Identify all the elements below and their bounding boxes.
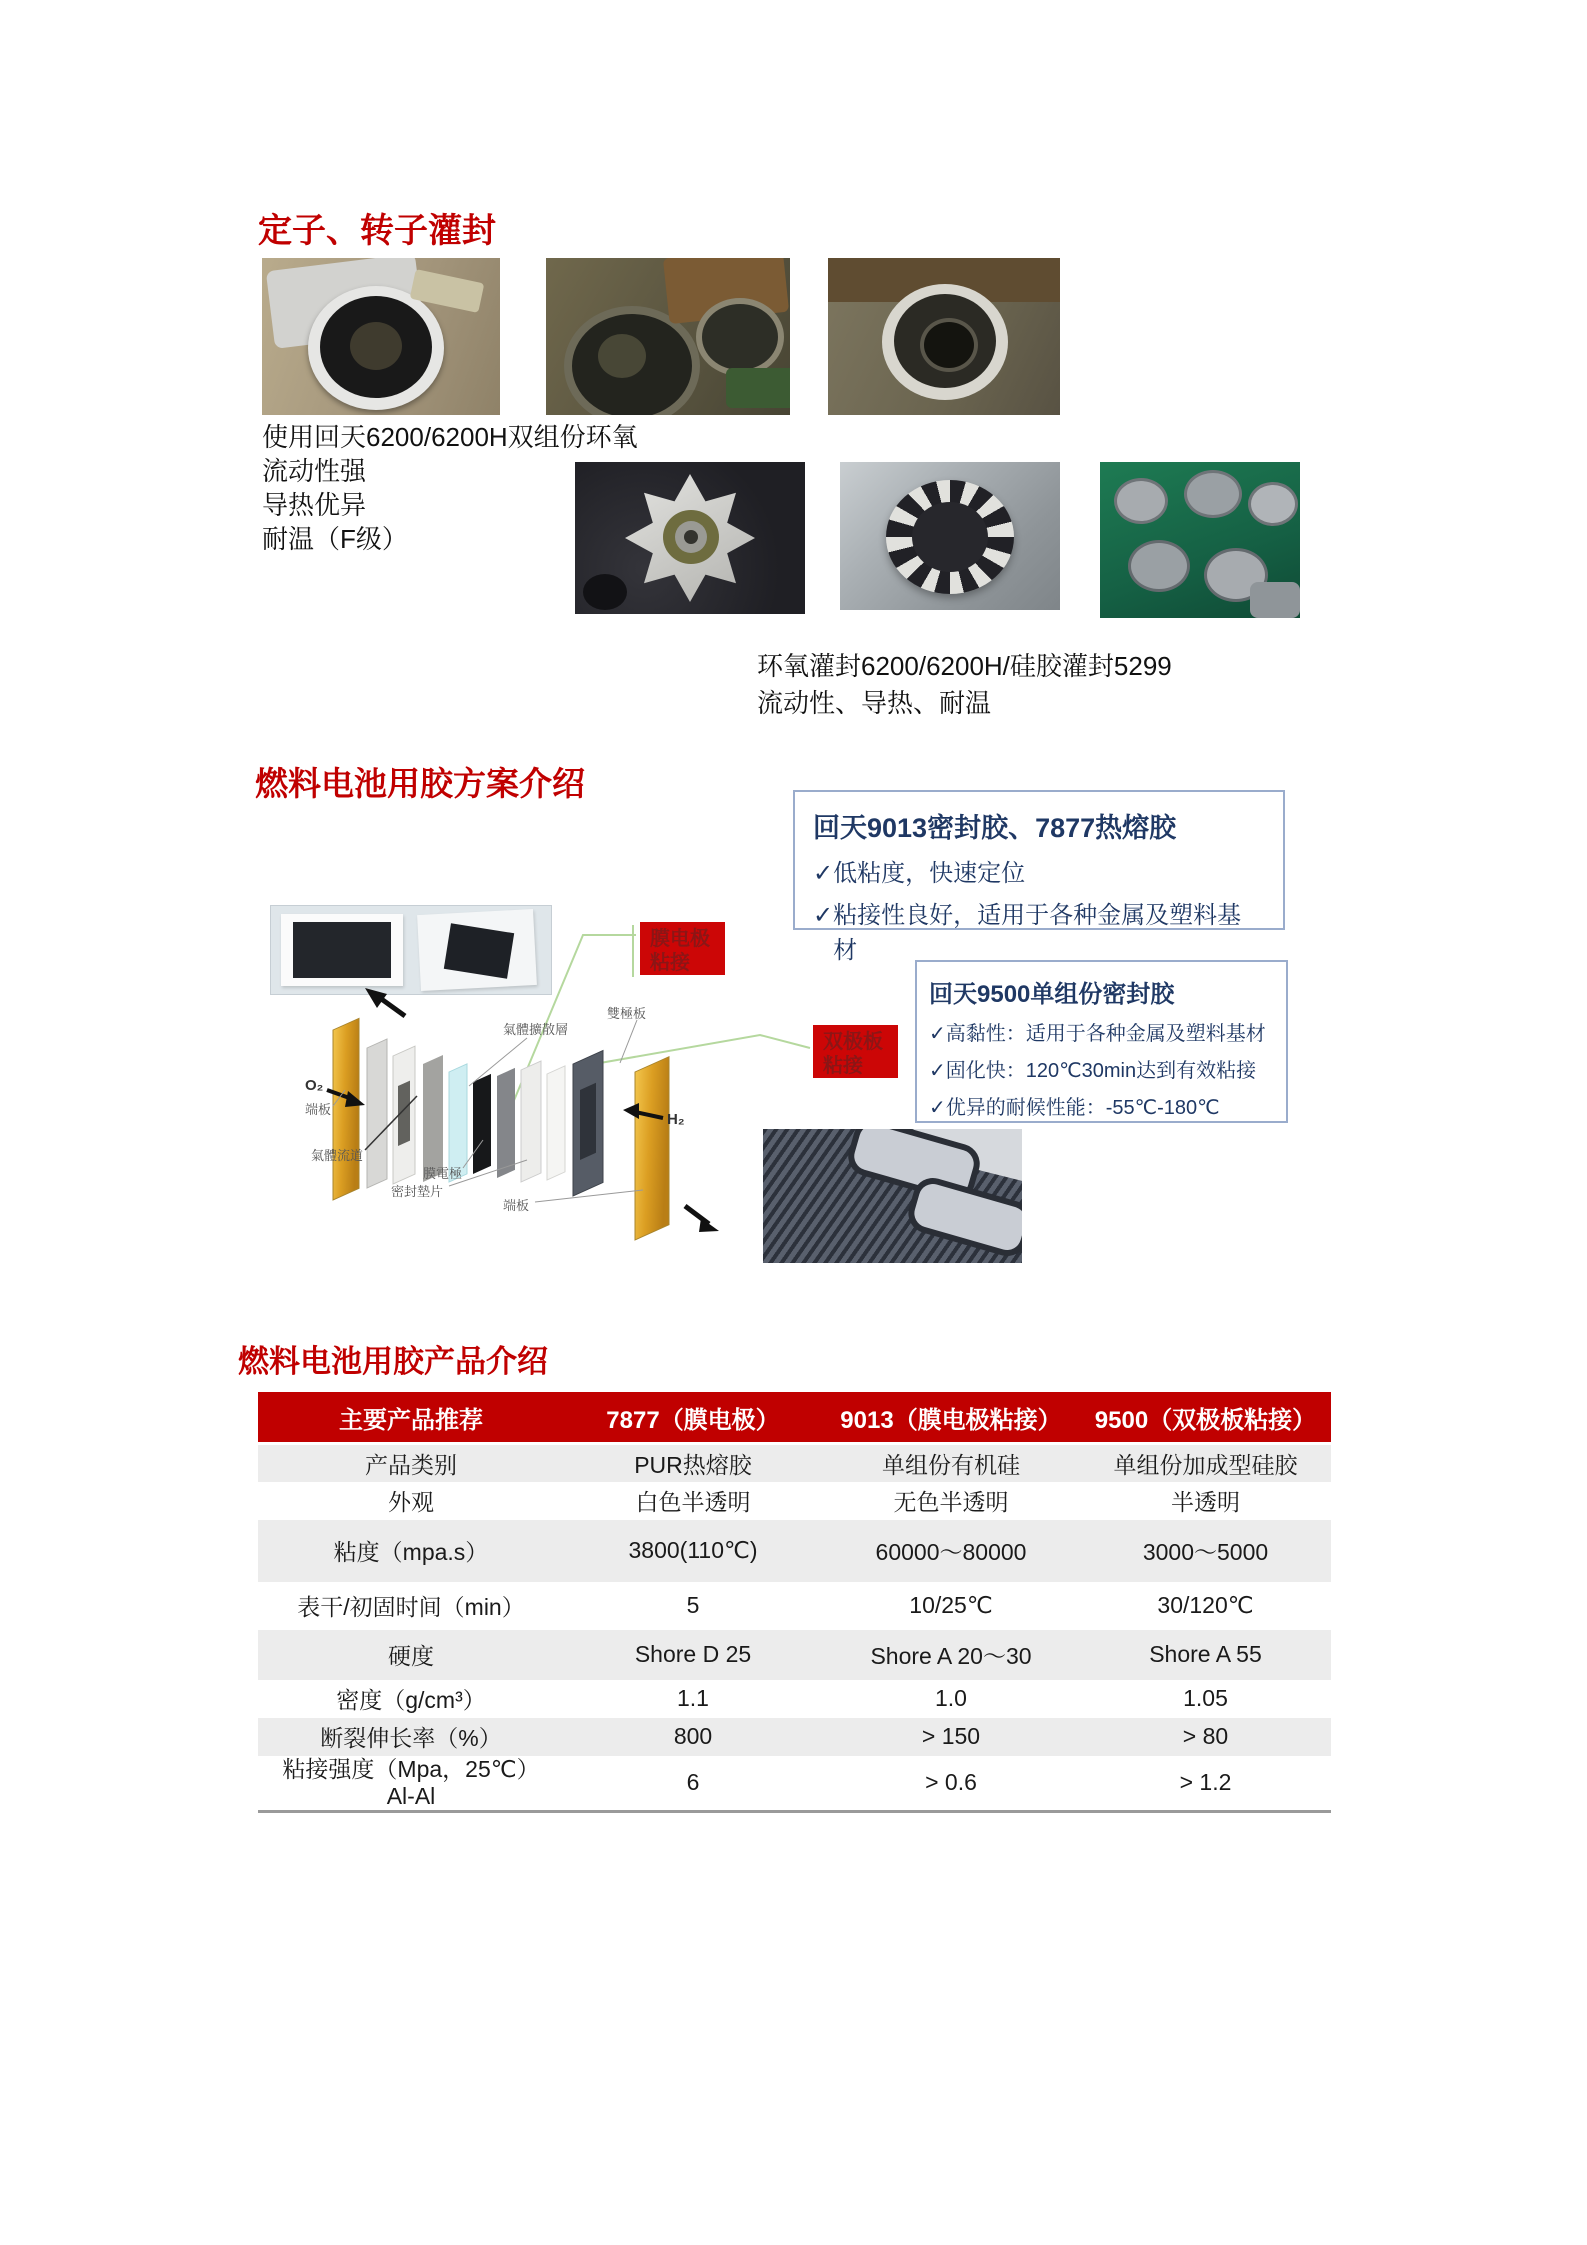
table-row: 断裂伸长率（%） 800 > 150 > 80 <box>258 1718 1331 1756</box>
table-row: 产品类别 PUR热熔胶 单组份有机硅 单组份加成型硅胶 <box>258 1444 1331 1482</box>
box1-bullet: 低粘度，快速定位 <box>833 860 1026 887</box>
desc-line: 耐温（F级） <box>262 524 408 554</box>
photo-housings-batch-6 <box>1100 462 1300 618</box>
check-icon: ✓ <box>813 860 834 887</box>
desc-line: 导热优异 <box>262 490 367 520</box>
photo-motor-housing-3 <box>828 258 1060 415</box>
table-row: 粘度（mpa.s） 3800(110℃) 60000～80000 3000～5000 <box>258 1520 1331 1582</box>
section1-title: 定子、转子灌封 <box>258 212 496 250</box>
section1-caption <box>757 648 1172 722</box>
desc-line: 流动性强 <box>262 456 367 486</box>
fuel-cell-exploded-diagram <box>215 968 785 1298</box>
label-end-plate-left: 端板 <box>305 1102 332 1117</box>
table-row: 密度（g/cm³） 1.1 1.0 1.05 <box>336 1685 1228 1713</box>
box1-bullet: 粘接性良好，适用于各种金属及塑料基材 <box>833 902 1242 964</box>
adhesive-box-9013-7877 <box>793 790 1285 964</box>
check-icon: ✓ <box>929 1023 946 1045</box>
desc-line: 使用回天6200/6200H双组份环氧 <box>262 422 638 452</box>
table-row: 表干/初固时间（min） 5 10/25℃ 30/120℃ <box>297 1592 1254 1620</box>
header-cell: 7877（膜电极） <box>564 1392 822 1444</box>
header-cell: 主要产品推荐 <box>258 1392 564 1444</box>
table-row: 硬度 Shore D 25 Shore A 20～30 Shore A 55 <box>258 1630 1331 1680</box>
table-row: 外观 白色半透明 无色半透明 半透明 <box>388 1489 1240 1515</box>
photo-stator-ring-5 <box>840 462 1060 610</box>
box2-bullet: 优异的耐候性能：-55℃-180℃ <box>945 1097 1220 1119</box>
callout-bipolar-plate-bonding: 双极板 粘接 <box>813 1025 898 1078</box>
caption-line: 环氧灌封6200/6200H/硅胶灌封5299 <box>757 651 1172 681</box>
box2-title: 回天9500单组份密封胶 <box>929 981 1175 1008</box>
section3-title: 燃料电池用胶产品介绍 <box>238 1344 548 1379</box>
callout-membrane-electrode-bonding: 膜电极 粘接 <box>640 922 725 975</box>
label-o2: O₂ <box>305 1077 324 1094</box>
table-row: 粘接强度（Mpa，25℃） Al-Al 6 > 0.6 > 1.2 <box>282 1755 1232 1809</box>
product-spec-table <box>258 1392 1331 1813</box>
photo-stator-housing-1 <box>262 258 500 415</box>
photo-rotor-star-4 <box>575 462 805 614</box>
adhesive-box-9500 <box>915 960 1288 1123</box>
label-membrane-electrode: 膜電極 <box>423 1166 463 1181</box>
label-h2: H₂ <box>667 1111 685 1128</box>
table-header-row <box>258 1392 1331 1444</box>
section2-title: 燃料电池用胶方案介绍 <box>255 765 585 802</box>
photo-bipolar-plate <box>763 1129 1022 1263</box>
check-icon: ✓ <box>929 1097 946 1119</box>
label-sealing-gasket: 密封墊片 <box>391 1184 444 1199</box>
header-cell: 9013（膜电极粘接） <box>822 1392 1080 1444</box>
label-end-plate-right: 端板 <box>503 1198 530 1213</box>
photo-rotor-parts-2 <box>546 258 790 415</box>
box2-bullet: 高黏性：适用于各种金属及塑料基材 <box>945 1023 1266 1045</box>
check-icon: ✓ <box>813 902 834 929</box>
label-gas-diffusion-layer: 氣體擴散層 <box>503 1022 569 1037</box>
caption-line: 流动性、导热、耐温 <box>757 688 992 718</box>
check-icon: ✓ <box>929 1060 946 1082</box>
label-gas-flow-channel: 氣體流道 <box>311 1148 364 1163</box>
label-bipolar-plate: 雙極板 <box>607 1006 647 1021</box>
box2-bullet: 固化快：120℃30min达到有效粘接 <box>945 1060 1257 1082</box>
header-cell: 9500（双极板粘接） <box>1080 1392 1331 1444</box>
box1-title: 回天9013密封胶、7877热熔胶 <box>813 813 1177 843</box>
